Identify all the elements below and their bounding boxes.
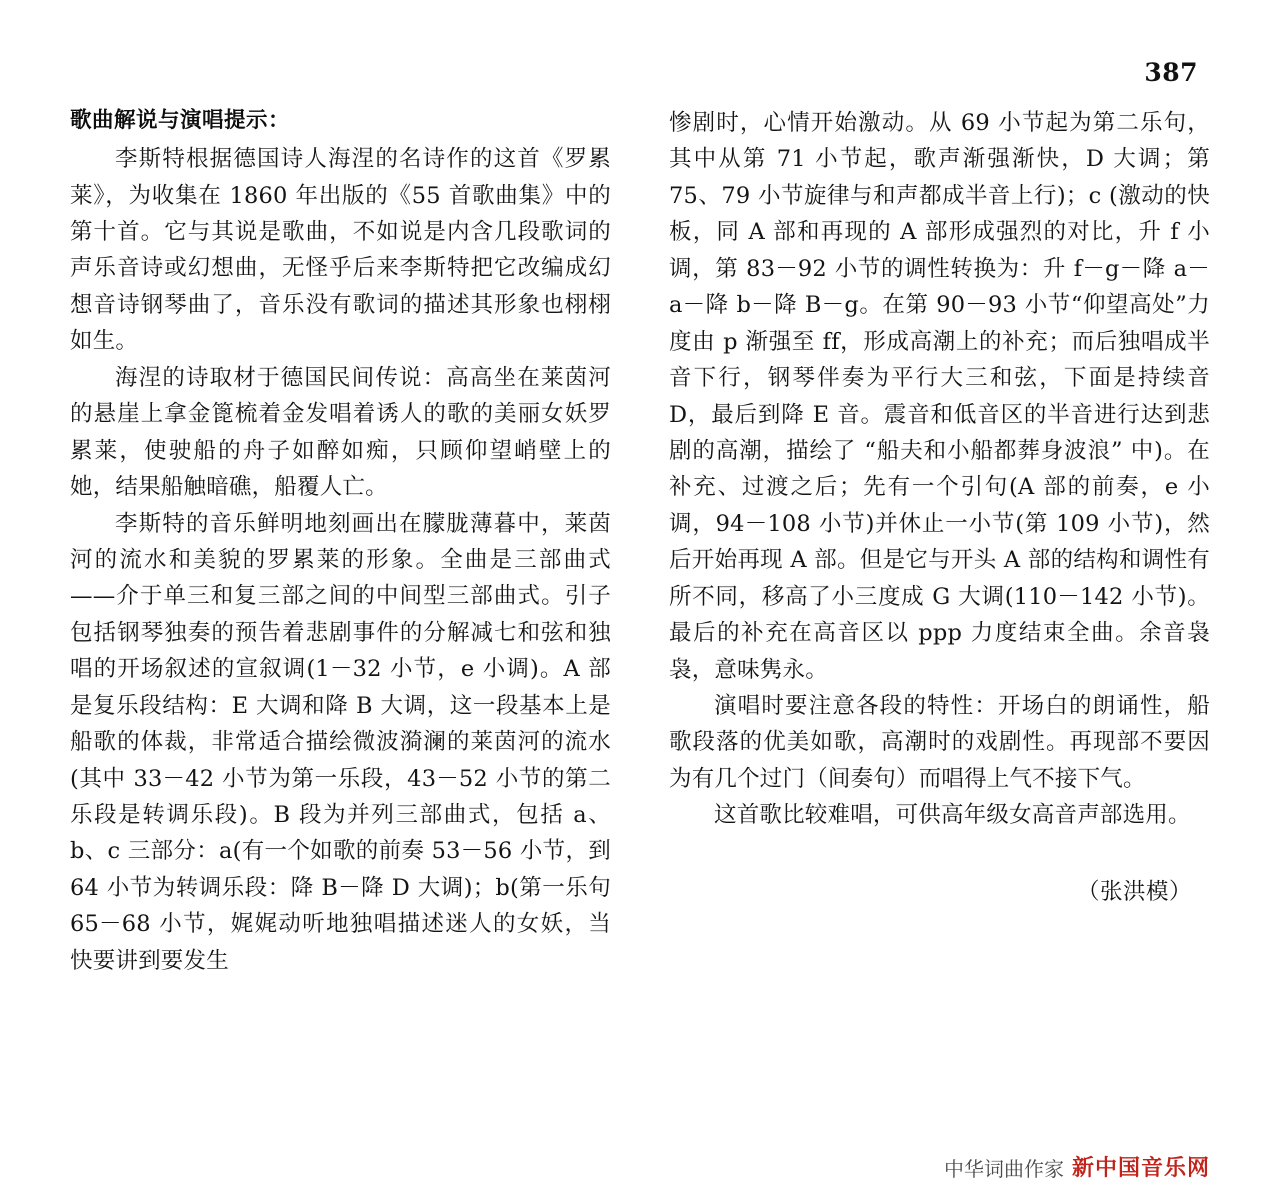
two-column-body xyxy=(70,105,1210,979)
page-number: 387 xyxy=(1144,58,1198,87)
paragraph: 演唱时要注意各段的特性：开场白的朗诵性，船歌段落的优美如歌，高潮时的戏剧性。再现部不要因为有几个过门（间奏句）而唱得上气不接下气。 xyxy=(669,693,1210,792)
footer-watermark xyxy=(910,1152,1210,1182)
footer-watermark-brand: 新中国音乐网 xyxy=(1071,1155,1210,1181)
author-signature: （张洪模） xyxy=(1076,878,1192,905)
right-column xyxy=(669,105,1210,979)
footer-watermark-text: 中华词曲作家 xyxy=(943,1157,1064,1181)
paragraph: 李斯特根据德国诗人海涅的名诗作的这首《罗累莱》，为收集在 1860 年出版的《55 首歌曲集》中的第十首。它与其说是歌曲，不如说是内含几段歌词的声乐音诗或幻想曲，无怪乎后来李斯特把它改编成幻想音诗钢琴曲了，音乐没有歌词的描述其形象也栩栩如生。 xyxy=(70,146,611,355)
paragraph: 惨剧时，心情开始激动。从 69 小节起为第二乐句，其中从第 71 小节起，歌声渐强渐快，D 大调；第 75、79 小节旋律与和声都成半音上行)；c (激动的快板，同 A 部和再现的 A 部形成强烈的对比，升 f 小调，第 83－92 小节的调性转换为：升 f－g－降 a－a－降 b－降 B－g。在第 90－93 小节“仰望高处”力度由 p 渐强至 ff，形成高潮上的补充；而后独唱成半音下行，钢琴伴奏为平行大三和弦，下面是持续音 D，最后到降 E 音。震音和低音区的半音进行达到悲剧的高潮，描绘了 “船夫和小船都葬身波浪” 中)。在补充、过渡之后；先有一个引句(A 部的前奏，e 小调，94－108 小节)并休止一小节(第 109 小节)，然后开始再现 A 部。但是它与开头 A 部的结构和调性有所不同，移高了小三度成 G 大调(110－142 小节)。最后的补充在高音区以 ppp 力度结束全曲。余音袅袅，意味隽永。 xyxy=(669,110,1210,683)
paragraph: 这首歌比较难唱，可供高年级女高音声部选用。 xyxy=(714,802,1191,829)
section-heading: 歌曲解说与演唱提示： xyxy=(70,108,291,133)
paragraph: 李斯特的音乐鲜明地刻画出在朦胧薄暮中，莱茵河的流水和美貌的罗累莱的形象。全曲是三部曲式——介于单三和复三部之间的中间型三部曲式。引子包括钢琴独奏的预告着悲剧事件的分解减七和弦和独唱的开场叙述的宣叙调(1－32 小节，e 小调)。A 部是复乐段结构：E 大调和降 B 大调，这一段基本上是船歌的体裁，非常适合描绘微波漪澜的莱茵河的流水(其中 33－42 小节为第一乐段，43－52 小节的第二乐段是转调乐段)。B 段为并列三部曲式，包括 a、b、c 三部分：a(有一个如歌的前奏 53－56 小节，到 64 小节为转调乐段：降 B－降 D 大调)；b(第一乐句 65－68 小节，娓娓动听地独唱描述迷人的女妖，当快要讲到要发生 xyxy=(70,510,611,974)
paragraph: 海涅的诗取材于德国民间传说：高高坐在莱茵河的悬崖上拿金篦梳着金发唱着诱人的歌的美丽女妖罗累莱，使驶船的舟子如醉如痴，只顾仰望峭壁上的她，结果船触暗礁，船覆人亡。 xyxy=(70,364,611,501)
left-column xyxy=(70,105,611,979)
